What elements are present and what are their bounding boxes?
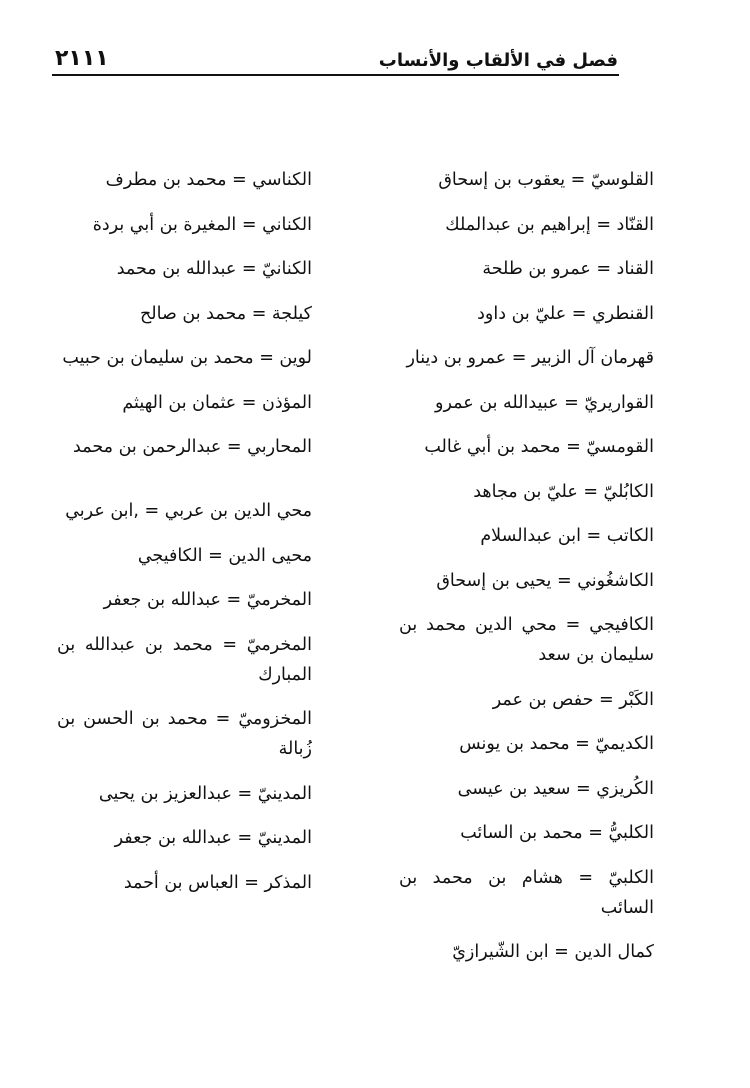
- entry: القلوسيّ = يعقوب بن إسحاق: [438, 170, 654, 190]
- entry: القواريريّ = عبيدالله بن عمرو: [435, 392, 654, 413]
- entry: الكاشغُوني = يحيى بن إسحاق: [436, 570, 654, 591]
- right-column: [399, 165, 654, 982]
- entry: المخرميّ = عبدالله بن جعفر: [103, 590, 312, 610]
- page-number: ٢١١١: [55, 46, 109, 71]
- entry: القناد = عمرو بن طلحة: [482, 259, 654, 279]
- header-rule: [52, 74, 619, 76]
- entry: الكَبْر = حفص بن عمر: [492, 689, 654, 710]
- entry: كمال الدين = ابن الشّيرازيّ: [452, 942, 654, 962]
- entry: القنّاد = إبراهيم بن عبدالملك: [445, 214, 654, 235]
- entry: الكناسي = محمد بن مطرف: [105, 170, 312, 190]
- entry: قهرمان آل الزبير = عمرو بن دينار: [406, 348, 654, 368]
- entry: محيى الدين = الكافيجي: [137, 545, 312, 566]
- entry: المخزوميّ = محمد بن الحسن بن زُبالة: [57, 709, 312, 759]
- entry: القومسيّ = محمد بن أبي غالب: [424, 437, 654, 457]
- entry: المدينيّ = عبدالعزيز بن يحيى: [98, 783, 312, 804]
- entry: الكلبيّ = هشام بن محمد بن السائب: [399, 867, 654, 918]
- entry: الكاتب = ابن عبدالسلام: [480, 526, 654, 546]
- entry: القنطري = عليّ بن داود: [477, 303, 654, 324]
- entry: الكنانيّ = عبدالله بن محمد: [116, 259, 312, 279]
- entry: المحاربي = عبدالرحمن بن محمد: [73, 437, 312, 457]
- entry: الكناني = المغيرة بن أبي بردة: [92, 214, 312, 235]
- entry: المذكر = العباس بن أحمد: [123, 872, 312, 893]
- entry: لوين = محمد بن سليمان بن حبيب: [62, 348, 312, 368]
- running-title: فصل في الألقاب والأنساب: [378, 50, 618, 71]
- entry: المخرميّ = محمد بن عبدالله بن المبارك: [57, 634, 312, 685]
- left-column: [57, 165, 312, 912]
- entry: الكافيجي = محي الدين محمد بن سليمان بن سعد: [399, 615, 654, 665]
- entry: الكُريزي = سعيد بن عيسى: [457, 778, 654, 799]
- entry: كيلجة = محمد بن صالح: [140, 303, 312, 324]
- entry: الكابُليّ = عليّ بن مجاهد: [473, 481, 654, 502]
- entry: المدينيّ = عبدالله بن جعفر: [114, 828, 312, 848]
- entry: الكلبيُّ = محمد بن السائب: [460, 823, 654, 843]
- entry: الكديميّ = محمد بن يونس: [459, 734, 654, 754]
- entry: محي الدين بن عربي = ,ابن عربي: [65, 501, 312, 521]
- page-header: [55, 38, 618, 70]
- entry: المؤذن = عثمان بن الهيثم: [122, 392, 312, 413]
